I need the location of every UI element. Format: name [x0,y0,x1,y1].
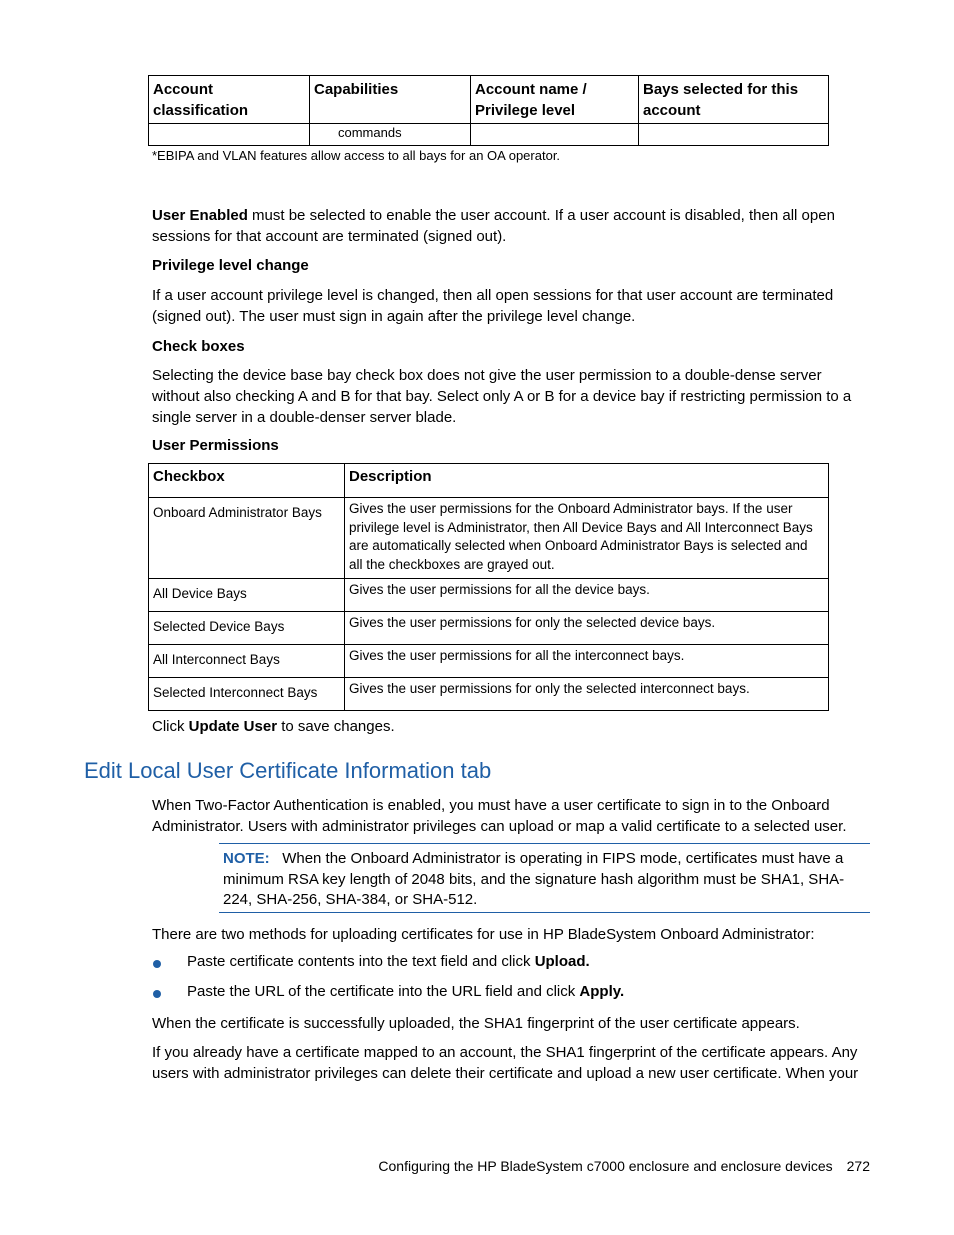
table-header-cell: Bays selected for this account [639,76,829,124]
existing-certificate-paragraph: If you already have a certificate mapped to an account, the SHA1 fingerprint of the certificate appears. Any users with administrator privileges can delete their certificate and upload a new user certificate. When your [152,1044,859,1082]
privilege-change-paragraph: If a user account privilege level is changed, then all open sessions for that user account are terminated (signed out). The user must sign in again after the privilege level change. [152,287,834,325]
table-row [149,678,829,711]
intro-paragraph: When Two-Factor Authentication is enabled, you must have a user certificate to sign in to the Onboard Administrator. Users with administrator privileges can upload or map a valid certificate to a selected user. [152,797,847,835]
table-header-cell: Description [345,464,829,498]
click-update-pre: Click [152,718,189,735]
user-enabled-term: User Enabled [152,207,248,224]
success-paragraph: When the certificate is successfully uploaded, the SHA1 fingerprint of the user certificate appears. [152,1015,800,1032]
description-cell: Gives the user permissions for only the selected device bays. [345,612,829,645]
table-cell [639,124,829,146]
table-header-cell: Account name / Privilege level [471,76,639,124]
table-row [149,612,829,645]
list-item [187,953,590,970]
checkbox-name-cell: Selected Device Bays [149,612,345,645]
bullet-icon [153,960,161,968]
user-permissions-table [148,463,829,711]
table-row [149,498,829,579]
note-box [219,843,870,913]
privilege-change-heading: Privilege level change [152,257,309,274]
table-cell [310,124,471,146]
checkbox-name-cell: Onboard Administrator Bays [149,498,345,579]
description-cell: Gives the user permissions for all the interconnect bays. [345,645,829,678]
description-cell: Gives the user permissions for the Onboard Administrator bays. If the user privilege level is Administrator, then All Device Bays and All Interconnect Bays are automatically selected when Onboard Administrator Bays is selected and all the checkboxes are grayed out. [345,498,829,579]
checkbox-name-cell: All Interconnect Bays [149,645,345,678]
note-label: NOTE: [223,850,270,867]
bullet-icon [153,990,161,998]
section-title: Edit Local User Certificate Information tab [84,758,492,783]
user-enabled-paragraph [152,205,872,247]
table-row [149,124,829,146]
list-item-text: Paste the URL of the certificate into the URL field and click [187,983,580,1000]
page-footer [378,1158,870,1174]
description-cell: Gives the user permissions for only the selected interconnect bays. [345,678,829,711]
footer-text: Configuring the HP BladeSystem c7000 enclosure and enclosure devices [378,1158,833,1174]
table-row [149,645,829,678]
user-enabled-text: must be selected to enable the user account. If a user account is disabled, then all open sessions for that account are terminated (signed out). [152,207,835,245]
table-cell-text: commands [338,125,402,140]
user-permissions-heading: User Permissions [152,437,279,454]
update-user-term: Update User [188,718,278,735]
list-item-bold: Upload. [534,953,590,970]
table-cell [149,124,310,146]
table-header-cell: Account classification [149,76,310,124]
checkbox-name-cell: Selected Interconnect Bays [149,678,345,711]
list-item [187,983,624,1000]
table-header-row [149,76,829,124]
table-footnote: *EBIPA and VLAN features allow access to all bays for an OA operator. [152,148,561,163]
click-update-paragraph [152,716,872,737]
list-item-text: Paste certificate contents into the text field and click [187,953,535,970]
table-header-row [149,464,829,498]
note-body: When the Onboard Administrator is operating in FIPS mode, certificates must have a minimum RSA key length of 2048 bits, and the signature hash algorithm must be SHA1, SHA-224, SHA-256, SHA-384, or SHA-512. [223,850,845,908]
table-cell [471,124,639,146]
click-update-post: to save changes. [277,718,395,735]
page-number: 272 [846,1158,870,1174]
note-text [223,849,863,911]
methods-intro: There are two methods for uploading certificates for use in HP BladeSystem Onboard Administrator: [152,926,815,943]
description-cell: Gives the user permissions for all the device bays. [345,579,829,612]
table-row [149,579,829,612]
check-boxes-paragraph: Selecting the device base bay check box does not give the user permission to a double-dense server without also checking A and B for that bay. Select only A or B for a device bay if restricting permission to a single server in a double-denser server blade. [152,367,852,426]
checkbox-name-cell: All Device Bays [149,579,345,612]
list-item-bold: Apply. [579,983,625,1000]
check-boxes-heading: Check boxes [152,338,245,355]
table-header-cell: Checkbox [149,464,345,498]
account-table [148,75,829,146]
table-header-cell: Capabilities [310,76,471,124]
